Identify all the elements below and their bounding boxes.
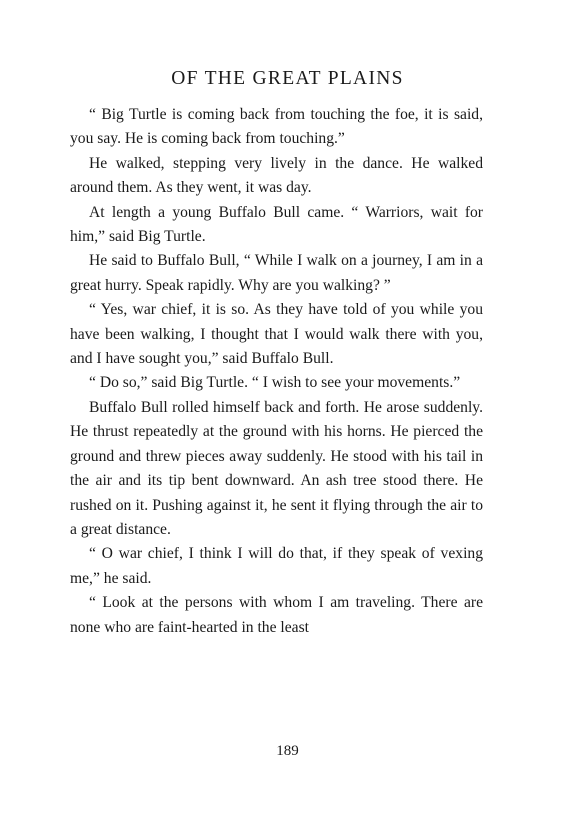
paragraph: He said to Buffalo Bull, “ While I walk on a journey, I am in a great hurry. Speak rapidly. Why are you walking? ” xyxy=(70,252,483,294)
paragraph: He walked, stepping very lively in the dance. He walked around them. As they went, it was day. xyxy=(70,154,483,197)
page-number: 189 xyxy=(276,743,299,759)
paragraph: Buffalo Bull rolled himself back and forth. He arose suddenly. He thrust repeatedly at the ground with his horns. He pierced the ground and threw pieces away suddenly. He stood with his tail in the air and its tip bent downward. An ash tree stood there. He rushed on it. Pushing against it, he sent it flying through the air to a great distance. xyxy=(70,398,483,538)
paragraph: “ O war chief, I think I will do that, if they speak of vexing me,” he said. xyxy=(70,545,483,587)
paragraph: “ Look at the persons with whom I am traveling. There are none who are faint-hearted in the least xyxy=(70,594,483,636)
paragraph: At length a young Buffalo Bull came. “ Warriors, wait for him,” said Big Turtle. xyxy=(70,203,483,246)
page-body xyxy=(70,103,483,640)
paragraph: “ Big Turtle is coming back from touching the foe, it is said, you say. He is coming back from touching.” xyxy=(70,106,483,148)
paragraph: “ Do so,” said Big Turtle. “ I wish to see your movements.” xyxy=(89,374,461,392)
running-header: OF THE GREAT PLAINS xyxy=(171,68,404,89)
paragraph: “ Yes, war chief, it is so. As they have told of you while you have been walking, I thought that I would walk there with you, and I have sought you,” said Buffalo Bull. xyxy=(70,301,483,368)
